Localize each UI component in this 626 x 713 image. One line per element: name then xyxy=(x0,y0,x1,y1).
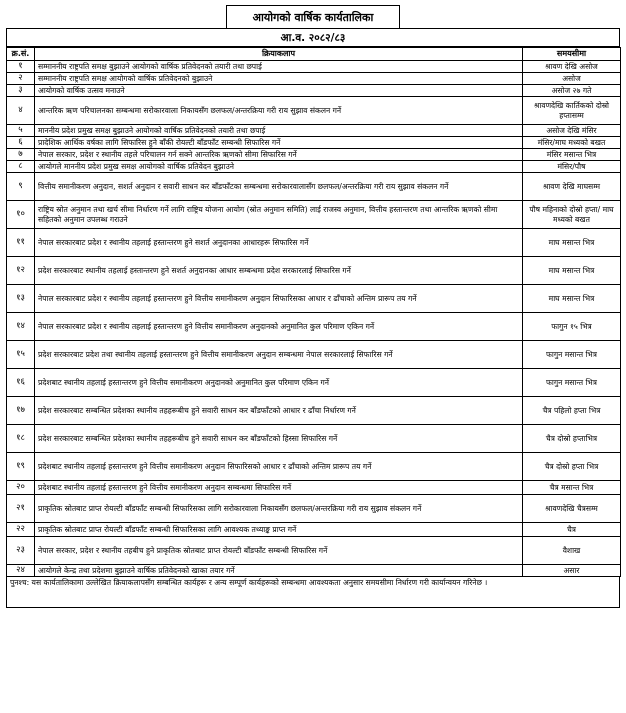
fiscal-year: आ.व. २०८२/८३ xyxy=(6,28,620,47)
activity-cell: आयोगको वार्षिक उत्सव मनाउने xyxy=(35,85,523,97)
row-number: ४ xyxy=(7,97,35,125)
row-number: १ xyxy=(7,61,35,73)
column-header-timeline: समयसीमा xyxy=(523,48,621,61)
row-number: ५ xyxy=(7,125,35,137)
activity-cell: प्रदेश सरकारबाट स्थानीय तहलाई हस्तान्तरण हुने सशर्त अनुदानका आधार सम्बन्धमा प्रदेश सरकारलाई सिफारिस गर्ने xyxy=(35,257,523,285)
row-number: १६ xyxy=(7,369,35,397)
activity-cell: सम्माननीय राष्ट्रपति समक्ष बुझाउने आयोगको वार्षिक प्रतिवेदनको तयारी तथा छपाई xyxy=(35,61,523,73)
timeline-cell: मंसिर/पौष xyxy=(523,161,621,173)
table-header-row xyxy=(7,48,621,61)
activity-cell: सम्माननीय राष्ट्रपति समक्ष आयोगको वार्षिक प्रतिवेदनको बुझाउने xyxy=(35,73,523,85)
activity-cell: नेपाल सरकार, प्रदेश र स्थानीय तहबीच हुने प्राकृतिक स्रोतबाट प्राप्त रोयल्टी बाँडफाँट सम्बन्धी सिफारिस गर्ने xyxy=(35,537,523,565)
timeline-cell: फागुन मसान्त भित्र xyxy=(523,341,621,369)
table-row xyxy=(7,453,621,481)
timeline-cell: श्रावणदेखि कार्तिकको दोस्रो हप्तासम्म xyxy=(523,97,621,125)
table-row xyxy=(7,61,621,73)
table-row xyxy=(7,481,621,495)
timeline-cell: मंसिर/माघ मध्यको बखत xyxy=(523,137,621,149)
row-number: २४ xyxy=(7,565,35,577)
timeline-cell: पौष महिनाको दोस्रो हप्ता/ माघ मध्यको बखत xyxy=(523,201,621,229)
timeline-cell: मंसिर मसान्त भित्र xyxy=(523,149,621,161)
activity-cell: प्राकृतिक स्रोतबाट प्राप्त रोयल्टी बाँडफाँट सम्बन्धी सिफारिसका लागि सरोकारवाला निकायसँग छलफल/अन्तरक्रिया गरी राय सुझाव संकलन गर्ने xyxy=(35,495,523,523)
row-number: ३ xyxy=(7,85,35,97)
table-row xyxy=(7,537,621,565)
timeline-cell: असार xyxy=(523,565,621,577)
row-number: २ xyxy=(7,73,35,85)
table-row xyxy=(7,341,621,369)
timeline-cell: असोज xyxy=(523,73,621,85)
activity-cell: प्राकृतिक स्रोतबाट प्राप्त रोयल्टी बाँडफाँट सम्बन्धी सिफारिसका लागि आवश्यक तथ्याङ्क प्राप्त गर्ने xyxy=(35,523,523,537)
activity-cell: नेपाल सरकार, प्रदेश र स्थानीय तहले परिचालन गर्न सक्ने आन्तरिक ऋणको सीमा सिफारिस गर्ने xyxy=(35,149,523,161)
table-row xyxy=(7,369,621,397)
timeline-cell: श्रावण देखि माघसम्म xyxy=(523,173,621,201)
row-number: ११ xyxy=(7,229,35,257)
timeline-cell: चैत्र दोस्रो हप्ता भित्र xyxy=(523,453,621,481)
table-row xyxy=(7,565,621,577)
timeline-cell: चैत्र xyxy=(523,523,621,537)
activity-cell: प्रदेशबाट स्थानीय तहलाई हस्तान्तरण हुने वित्तीय समानीकरण अनुदानको अनुमानित कुल परिमाण एकिन गर्ने xyxy=(35,369,523,397)
timeline-cell: वैशाख xyxy=(523,537,621,565)
timeline-cell: श्रावणदेखि चैत्रसम्म xyxy=(523,495,621,523)
row-number: ८ xyxy=(7,161,35,173)
activity-cell: माननीय प्रदेश प्रमुख समक्ष बुझाउने आयोगको वार्षिक प्रतिवेदनको तयारी तथा छपाई xyxy=(35,125,523,137)
table-row xyxy=(7,97,621,125)
timeline-cell: चैत्र दोस्रो हप्ताभित्र xyxy=(523,425,621,453)
activity-cell: राष्ट्रिय स्रोत अनुमान तथा खर्च सीमा निर्धारण गर्ने लागि राष्ट्रिय योजना आयोग (स्रोत अनुमान समिति) लाई राजस्व अनुमान, वित्तीय हस्तान्तरण तथा आन्तरिक ऋणको सीमा सहितको अनुमान उपलब्ध गराउने xyxy=(35,201,523,229)
row-number: १४ xyxy=(7,313,35,341)
table-row xyxy=(7,285,621,313)
table-row xyxy=(7,85,621,97)
footnote: पुनश्च: यस कार्यतालिकामा उल्लेखित क्रियाकलापसँग सम्बन्धित कार्यहरू र अन्य सम्पूर्ण कार्यहरूको सम्बन्धमा आवश्यकता अनुसार समयसीमा निर्धारण गरी कार्यान्वयन गरिनेछ । xyxy=(6,577,620,608)
activity-cell: आन्तरिक ऋण परिचालनका सम्बन्धमा सरोकारवाला निकायसँग छलफल/अन्तरक्रिया गरी राय सुझाव संकलन गर्ने xyxy=(35,97,523,125)
timeline-cell: माघ मसान्त भित्र xyxy=(523,285,621,313)
row-number: ७ xyxy=(7,149,35,161)
row-number: १९ xyxy=(7,453,35,481)
activity-cell: नेपाल सरकारबाट प्रदेश र स्थानीय तहलाई हस्तान्तरण हुने वित्तीय समानीकरण अनुदानको अनुमानित कुल परिमाण एकिन गर्ने xyxy=(35,313,523,341)
row-number: १८ xyxy=(7,425,35,453)
row-number: १० xyxy=(7,201,35,229)
activity-cell: नेपाल सरकारबाट प्रदेश र स्थानीय तहलाई हस्तान्तरण हुने सशर्त अनुदानका आधारहरू सिफारिस गर्ने xyxy=(35,229,523,257)
table-row xyxy=(7,201,621,229)
timeline-cell: चैत्र पहिलो हप्ता भित्र xyxy=(523,397,621,425)
timeline-cell: असोज २७ गते xyxy=(523,85,621,97)
activity-cell: प्रदेश सरकारबाट सम्बन्धित प्रदेशका स्थानीय तहहरूबीच हुने सवारी साधन कर बाँडफाँटको आधार र ढाँचा निर्धारण गर्ने xyxy=(35,397,523,425)
table-row xyxy=(7,173,621,201)
column-header-activity: क्रियाकलाप xyxy=(35,48,523,61)
activity-cell: प्रदेश सरकारबाट प्रदेश तथा स्थानीय तहलाई हस्तान्तरण हुने वित्तीय समानीकरण अनुदान सम्बन्धमा नेपाल सरकारलाई सिफारिस गर्ने xyxy=(35,341,523,369)
timeline-cell: असोज देखि मंसिर xyxy=(523,125,621,137)
table-row xyxy=(7,149,621,161)
row-number: २२ xyxy=(7,523,35,537)
activity-cell: वित्तीय समानीकरण अनुदान, सशर्त अनुदान र सवारी साधन कर बाँडफाँटका सम्बन्धमा सरोकारवालासँग छलफल/अन्तरक्रिया गरी राय सुझाव संकलन गर्ने xyxy=(35,173,523,201)
activity-cell: प्रादेशिक आर्थिक वर्षका लागि सिफारिस हुने बाँकी रोयल्टी बाँडफाँट सम्बन्धी सिफारिस गर्ने xyxy=(35,137,523,149)
row-number: २३ xyxy=(7,537,35,565)
row-number: ९ xyxy=(7,173,35,201)
row-number: १२ xyxy=(7,257,35,285)
table-row xyxy=(7,125,621,137)
schedule-table xyxy=(6,47,621,577)
timeline-cell: श्रावण देखि असोज xyxy=(523,61,621,73)
timeline-cell: माघ मसान्त भित्र xyxy=(523,229,621,257)
activity-cell: प्रदेशबाट स्थानीय तहलाई हस्तान्तरण हुने वित्तीय समानीकरण अनुदान सिफारिसको आधार र ढाँचाको अन्तिम प्रारूप तय गर्ने xyxy=(35,453,523,481)
row-number: २१ xyxy=(7,495,35,523)
table-row xyxy=(7,397,621,425)
table-row xyxy=(7,161,621,173)
row-number: २० xyxy=(7,481,35,495)
timeline-cell: फागुन १५ भित्र xyxy=(523,313,621,341)
timeline-cell: माघ मसान्त भित्र xyxy=(523,257,621,285)
row-number: ६ xyxy=(7,137,35,149)
column-header-sn: क्र.सं. xyxy=(7,48,35,61)
activity-cell: प्रदेश सरकारबाट सम्बन्धित प्रदेशका स्थानीय तहहरूबीच हुने सवारी साधन कर बाँडफाँटको हिस्सा सिफारिस गर्ने xyxy=(35,425,523,453)
schedule-document xyxy=(6,5,620,608)
table-row xyxy=(7,229,621,257)
table-row xyxy=(7,425,621,453)
activity-cell: आयोगले माननीय प्रदेश प्रमुख समक्ष आयोगको वार्षिक प्रतिवेदन बुझाउने xyxy=(35,161,523,173)
table-row xyxy=(7,73,621,85)
table-row xyxy=(7,495,621,523)
timeline-cell: फागुन मसान्त भित्र xyxy=(523,369,621,397)
table-row xyxy=(7,523,621,537)
timeline-cell: चैत्र मसान्त भित्र xyxy=(523,481,621,495)
table-row xyxy=(7,257,621,285)
row-number: १३ xyxy=(7,285,35,313)
activity-cell: प्रदेशबाट स्थानीय तहलाई हस्तान्तरण हुने वित्तीय समानीकरण अनुदान सम्बन्धमा सिफारिस गर्ने xyxy=(35,481,523,495)
activity-cell: आयोगले केन्द्र तथा प्रदेशमा बुझाउने वार्षिक प्रतिवेदनको खाका तयार गर्ने xyxy=(35,565,523,577)
table-row xyxy=(7,313,621,341)
row-number: १७ xyxy=(7,397,35,425)
document-title: आयोगको वार्षिक कार्यतालिका xyxy=(226,5,400,28)
activity-cell: नेपाल सरकारबाट प्रदेश र स्थानीय तहलाई हस्तान्तरण हुने वित्तीय समानीकरण अनुदान सिफारिसका आधार र ढाँचाको अन्तिम प्रारूप तय गर्ने xyxy=(35,285,523,313)
table-row xyxy=(7,137,621,149)
row-number: १५ xyxy=(7,341,35,369)
